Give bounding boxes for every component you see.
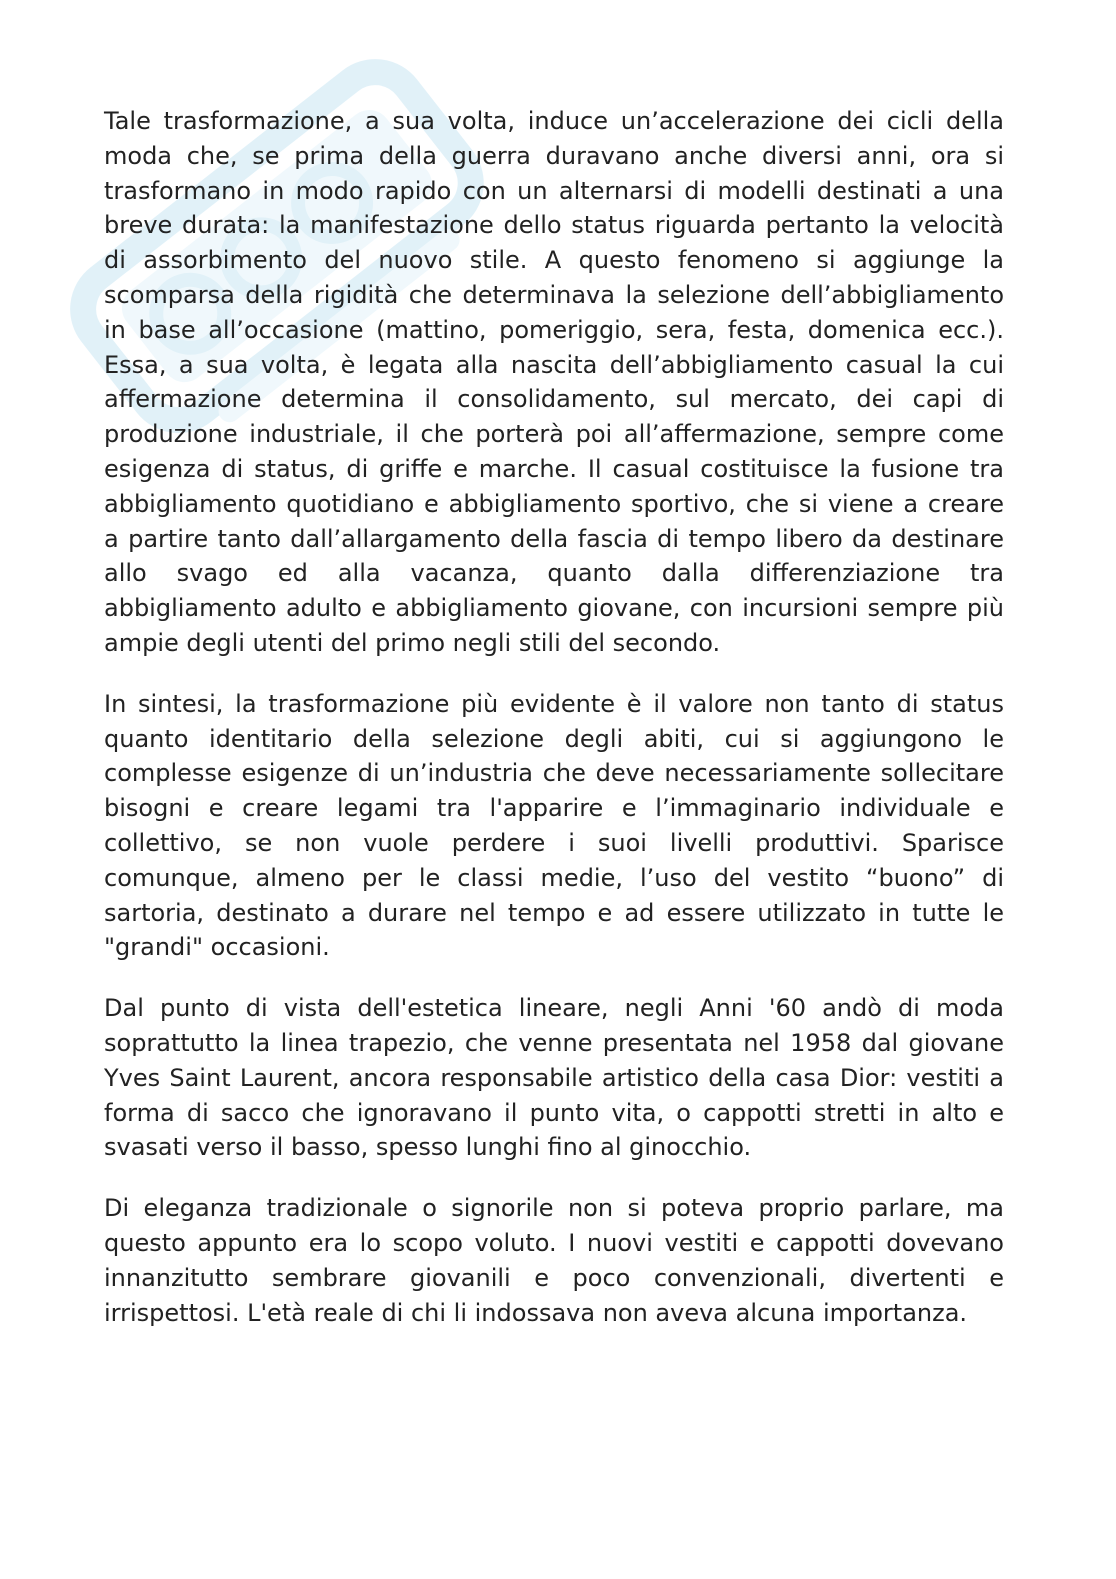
paragraph: Dal punto di vista dell'estetica lineare, negli Anni '60 andò di moda soprattutto la linea trapezio, che venne presentata nel 1958 dal giovane Yves Saint Laurent, ancora responsabile artistico della casa Dior: vestiti a forma di sacco che ignoravano il punto vita, o cappotti stretti in alto e svasati verso il basso, spesso lunghi fino al ginocchio. [104, 994, 1004, 1162]
paragraph: Tale trasformazione, a sua volta, induce un’accelerazione dei cicli della moda che, se prima della guerra duravano anche diversi anni, ora si trasformano in modo rapido con un alternarsi di modelli destinati a una breve durata: la manifestazione dello status riguarda pertanto la velocità di assorbimento del nuovo stile. A questo fenomeno si aggiunge la scomparsa della rigidità che determinava la selezione dell’abbigliamento in base all’occasione (mattino, pomeriggio, sera, festa, domenica ecc.). Essa, a sua volta, è legata alla nascita dell’abbigliamento casual la cui affermazione determina il consolidamento, sul mercato, dei capi di produzione industriale, il che porterà poi all’affermazione, sempre come esigenza di status, di griffe e marche. Il casual costituisce la fusione tra abbigliamento quotidiano e abbigliamento sportivo, che si viene a creare a partire tanto dall’allargamento della fascia di tempo libero da destinare allo svago ed alla vacanza, quanto dalla differenziazione tra abbigliamento adulto e abbigliamento giovane, con incursioni sempre più ampie degli utenti del primo negli stili del secondo. [104, 107, 1004, 657]
paragraph: In sintesi, la trasformazione più evidente è il valore non tanto di status quanto identitario della selezione degli abiti, cui si aggiungono le complesse esigenze di un’industria che deve necessariamente sollecitare bisogni e creare legami tra l'apparire e l’immaginario individuale e collettivo, se non vuole perdere i suoi livelli produttivi. Sparisce comunque, almeno per le classi medie, l’uso del vestito “buono” di sartoria, destinato a durare nel tempo e ad essere utilizzato in tutte le "grandi" occasioni. [104, 689, 1004, 962]
document-body [104, 104, 1004, 1356]
paragraph: Di eleganza tradizionale o signorile non si poteva proprio parlare, ma questo appunto era lo scopo voluto. I nuovi vestiti e cappotti dovevano innanzitutto sembrare giovanili e poco convenzionali, divertenti e irrispettosi. L'età reale di chi li indossava non aveva alcuna importanza. [104, 1194, 1004, 1327]
